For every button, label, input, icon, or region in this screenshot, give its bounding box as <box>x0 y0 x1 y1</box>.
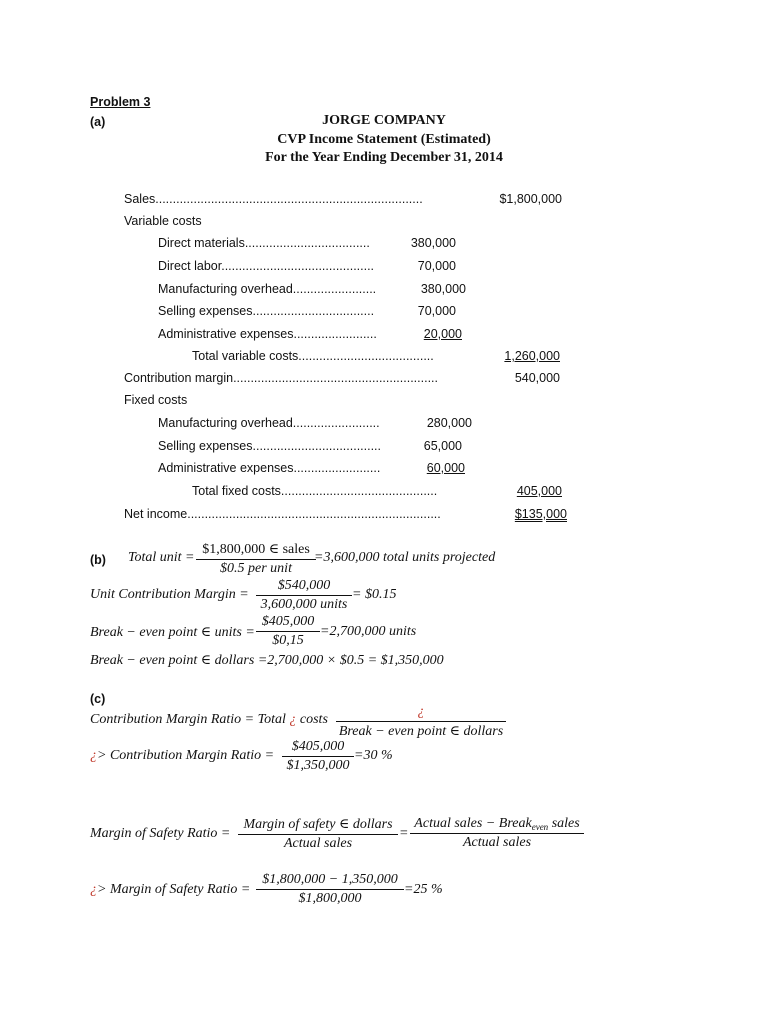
mos-ratio-result-lhs <box>90 882 250 898</box>
cm-ratio-costs-text: costs <box>299 712 328 727</box>
line-item-label: Selling expenses..................................... <box>158 439 382 453</box>
line-item-value: 65,000 <box>423 439 462 453</box>
line-item-label: Administrative expenses........................ <box>158 327 377 341</box>
total-variable-costs-label: Total variable costs....................................... <box>192 349 434 363</box>
cm-ratio-result-text: > Contribution Margin Ratio = <box>97 748 275 763</box>
mos-ratio-result-rhs: =25 % <box>404 882 443 897</box>
part-a-label: (a) <box>90 115 106 129</box>
fraction-denominator: Actual sales <box>462 835 532 850</box>
fraction-denominator: $0.5 per unit <box>220 561 292 576</box>
fixed-costs-label: Fixed costs <box>124 393 188 407</box>
fraction-denominator: $1,800,000 <box>298 891 362 906</box>
cm-ratio-result-rhs: =30 % <box>354 748 393 763</box>
statement-title: CVP Income Statement (Estimated) <box>277 132 491 147</box>
fraction-denominator: Actual sales <box>283 836 353 851</box>
mos-ratio-equals: = <box>399 826 409 841</box>
fraction-numerator: Margin of safety ∈ dollars <box>243 817 393 832</box>
line-item-value: 380,000 <box>410 236 456 250</box>
total-fixed-costs-label: Total fixed costs............................................. <box>192 484 438 498</box>
fraction-denominator: $1,350,000 <box>286 758 350 773</box>
line-item-label: Manufacturing overhead......................... <box>158 416 380 430</box>
numerator-text-end: sales <box>551 816 580 831</box>
net-income-label: Net income......................................................................... <box>124 507 441 521</box>
sales-label: Sales............................................................................. <box>124 192 423 206</box>
line-item-value: 20,000 <box>423 327 462 341</box>
line-item-value: 70,000 <box>417 304 456 318</box>
mos-ratio-result-text: > Margin of Safety Ratio = <box>97 882 251 897</box>
fraction-numerator: ¿ <box>417 704 425 719</box>
problem-heading: Problem 3 <box>90 95 151 109</box>
contribution-margin-label: Contribution margin........................................................... <box>124 371 438 385</box>
part-c-label: (c) <box>90 692 106 706</box>
cm-ratio-result-lhs <box>90 748 274 764</box>
fraction-numerator: $1,800,000 − 1,350,000 <box>262 872 398 887</box>
inverted-question-mark: ¿ <box>90 882 97 897</box>
mos-ratio-result-fraction <box>256 872 404 907</box>
variable-costs-label: Variable costs <box>124 214 202 228</box>
unit-cm-lhs: Unit Contribution Margin = <box>90 587 249 602</box>
fraction-denominator: Break − even point ∈ dollars <box>338 724 504 739</box>
contribution-margin-value: 540,000 <box>514 371 560 385</box>
cm-ratio-lhs <box>90 712 328 728</box>
total-fixed-costs-value: 405,000 <box>516 484 562 498</box>
total-unit-lhs: Total unit = <box>128 550 195 565</box>
sales-value: $1,800,000 <box>499 192 562 206</box>
line-item-label: Manufacturing overhead........................ <box>158 282 377 296</box>
unit-cm-rhs: = $0.15 <box>352 587 397 602</box>
line-item-label: Selling expenses................................... <box>158 304 375 318</box>
line-item-label: Direct labor............................................ <box>158 259 375 273</box>
bep-units-lhs: Break − even point ∈ units = <box>90 625 255 640</box>
fraction-numerator: $405,000 <box>261 614 315 629</box>
inverted-question-mark: ¿ <box>90 748 97 763</box>
part-b-label: (b) <box>90 553 106 567</box>
cm-ratio-lhs-text: Contribution Margin Ratio = Total <box>90 712 286 727</box>
inverted-question-mark: ¿ <box>289 712 297 727</box>
fraction-numerator: $540,000 <box>277 578 331 593</box>
numerator-text: Actual sales − Break <box>414 816 532 831</box>
statement-period: For the Year Ending December 31, 2014 <box>265 150 503 165</box>
mos-ratio-fraction-1 <box>238 816 398 852</box>
cm-ratio-result-fraction <box>282 739 354 774</box>
fraction-denominator: $0,15 <box>272 633 304 648</box>
net-income-value: $135,000 <box>514 507 567 521</box>
cm-ratio-fraction <box>336 704 506 740</box>
fraction-numerator: $1,800,000 ∈ sales <box>202 542 310 557</box>
fraction-numerator <box>410 816 584 833</box>
line-item-label: Direct materials.................................... <box>158 236 370 250</box>
bep-units-rhs: =2,700,000 units <box>320 624 417 639</box>
line-item-value: 280,000 <box>426 416 472 430</box>
fraction-denominator: 3,600,000 units <box>260 597 348 612</box>
numerator-subscript: even <box>531 822 549 832</box>
line-item-value: 70,000 <box>417 259 456 273</box>
fraction-numerator: $405,000 <box>291 739 345 754</box>
line-item-value: 60,000 <box>426 461 465 475</box>
total-unit-fraction <box>196 541 316 577</box>
mos-ratio-lhs: Margin of Safety Ratio = <box>90 826 231 841</box>
unit-cm-fraction <box>256 578 352 613</box>
line-item-value: 380,000 <box>420 282 466 296</box>
line-item-label: Administrative expenses......................... <box>158 461 381 475</box>
total-unit-rhs: =3,600,000 total units projected <box>314 550 496 565</box>
mos-ratio-fraction-2 <box>410 816 584 851</box>
total-variable-costs-value: 1,260,000 <box>504 349 560 363</box>
company-name: JORGE COMPANY <box>322 113 446 128</box>
bep-dollars-equation: Break − even point ∈ dollars =2,700,000 × $0.5 = $1,350,000 <box>90 653 444 668</box>
bep-units-fraction <box>256 614 320 649</box>
